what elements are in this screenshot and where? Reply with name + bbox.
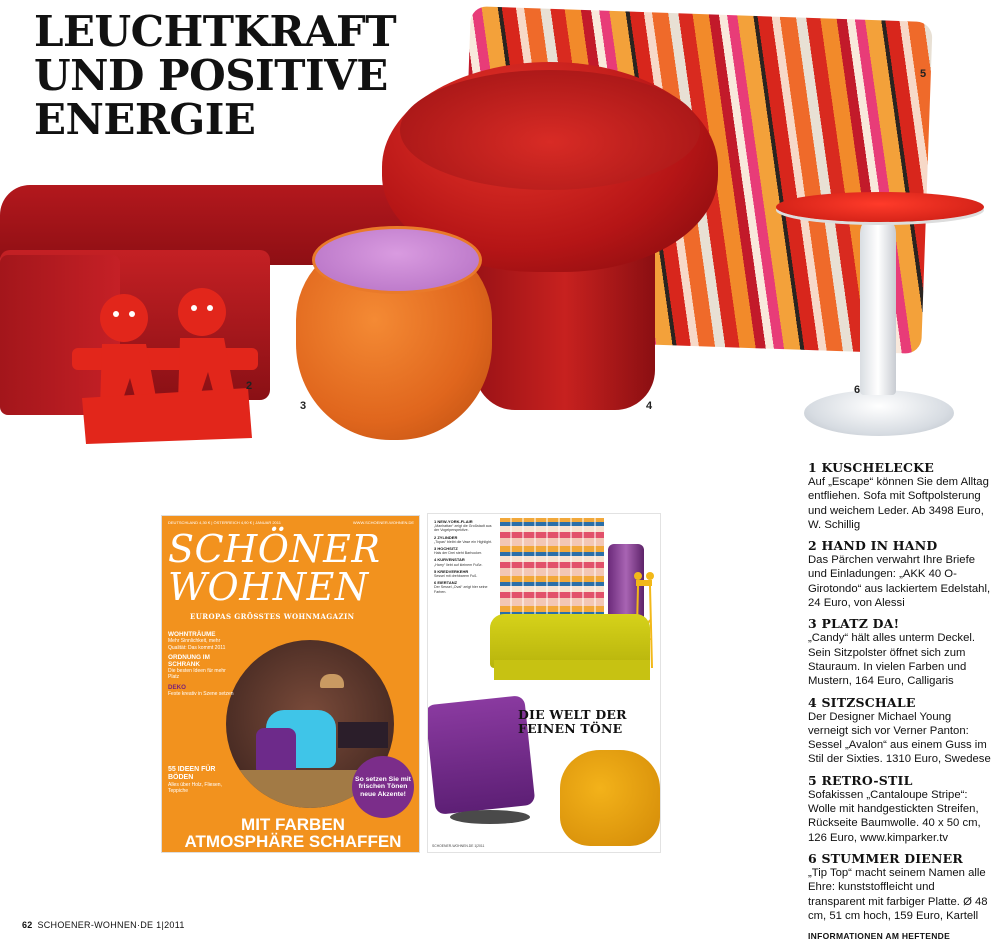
cover-teaser-2-head: ORDNUNG IM SCHRANK (168, 654, 210, 668)
magazine-cover (162, 516, 419, 852)
side-table-leg-image (860, 215, 896, 395)
cover-floor-teaser-head: 55 IDEEN FÜR BÖDEN (168, 766, 216, 781)
cover-teaser-3-body: Feste kreativ in Szene setzen (168, 691, 234, 698)
image-number-5: 5 (920, 68, 927, 80)
cover-masthead (168, 527, 418, 609)
cover-masthead-line-2: WOHNEN (168, 565, 369, 609)
cover-subtitle: EUROPAS GRÖSSTES WOHNMAGAZIN (190, 612, 355, 621)
product-text-5: Sofakissen „Cantaloupe Stripe“: Wolle mit handgestickten Streifen, Rückseite Baumwolle. 40 x 50 cm, 126 Euro, www.kimparker.tv (808, 788, 981, 844)
cover-teaser-1-head: WOHNTRÄUME (168, 631, 216, 638)
headline-line-3: ENERGIE (34, 95, 256, 144)
spread-list-text: Sessel mit drehbarem Fuß. (434, 574, 478, 579)
product-text-1: Auf „Escape“ können Sie dem Alltag entfliehen. Sofa mit Softpolsterung und weichem Leder. Ab 3498 Euro, W. Schillig (808, 476, 989, 531)
cover-cabinet-shape (338, 722, 388, 748)
publication-line: SCHOENER-WOHNEN·DE 1|2011 (37, 920, 185, 930)
spread-list-text: Der Sessel „Oval“ zeigt hier seine Farben. (434, 585, 488, 594)
product-item-4 (808, 695, 993, 767)
product-item-6 (808, 851, 993, 923)
side-table-base-image (804, 390, 954, 436)
product-text-3: „Candy“ hält alles unterm Deckel. Sein Sitzpolster öffnet sich zum Stauraum. In vielen Farben und Mustern, 164 Euro, Calligaris (808, 632, 976, 688)
headline-line-2: UND POSITIVE (34, 51, 388, 100)
cover-teaser-2-body: Die besten Ideen für mehr Platz (168, 668, 226, 681)
page-number: 62 (22, 920, 33, 930)
image-number-4: 4 (646, 400, 653, 412)
spread-chair-base (450, 810, 530, 824)
cover-teaser-3 (168, 685, 238, 698)
pouf-lid-image (312, 226, 482, 294)
couple-figure-image (72, 278, 258, 444)
cover-masthead-line-1: SCHÖNER (168, 527, 381, 571)
product-title-3: 3 PLATZ DA! (808, 616, 900, 632)
product-title-1: 1 KUSCHELECKE (808, 460, 934, 475)
product-description-column (808, 460, 993, 943)
cover-price-line: DEUTSCHLAND 4,30 € | ÖSTERREICH 4,90 € | JANUAR 2011 (168, 520, 281, 525)
product-text-4: Der Designer Michael Young verneigt sich vor Verner Panton: Sessel „Avalon“ aus einem Guss im Stil der Sixties. 1310 Euro, Swedese (808, 710, 991, 766)
spread-list-item (434, 581, 494, 594)
product-item-1 (808, 460, 993, 532)
cover-main-headline-line-2: ATMOSPHÄRE SCHAFFEN (184, 832, 402, 851)
cover-teaser-1-body: Mehr Sinnlichkeit, mehr Qualität: Das kommt 2011 (168, 638, 226, 651)
spread-list-title: 4 KURVENSTAR (434, 557, 465, 563)
spread-list-item (434, 520, 494, 533)
spread-item-list (434, 520, 494, 597)
magazine-spread-preview (428, 514, 660, 852)
product-text-2: Das Pärchen verwahrt Ihre Briefe und Einladungen: „AKK 40 O-Girotondo“ aus lackiertem Edelstahl, 24 Euro, von Alessi (808, 554, 991, 610)
page-headline (34, 7, 397, 144)
product-text-6: „Tip Top“ macht seinem Namen alle Ehre: kunststoffleicht und transparent mit farbiger Platte. Ø 48 cm, 51 cm hoch, 159 Euro, Kartell (808, 866, 988, 922)
spread-sofa-base (494, 660, 650, 680)
spread-yellow-chair (560, 750, 660, 846)
chair-seat-image (400, 70, 700, 190)
spread-list-item (434, 570, 494, 578)
product-title-4: 4 SITZSCHALE (808, 694, 916, 710)
spread-list-item (434, 547, 494, 555)
image-number-2: 2 (246, 380, 253, 392)
image-number-6: 6 (854, 384, 861, 396)
spread-list-title: 3 HOCHSITZ (434, 546, 458, 552)
cover-topline (168, 520, 414, 525)
spread-list-title: 6 EIERTANZ (434, 580, 458, 586)
product-item-5 (808, 773, 993, 845)
cover-main-headline-line-1: MIT FARBEN (241, 815, 345, 834)
cover-teaser-3-head: DEKO (168, 683, 186, 691)
product-item-2 (808, 538, 993, 610)
cover-purple-badge (352, 756, 414, 818)
cover-floor-teaser (168, 766, 238, 794)
product-title-6: 6 STUMMER DIENER (808, 850, 963, 866)
cover-blanket-shape (256, 728, 296, 776)
cover-website: WWW.SCHOENER-WOHNEN.DE (352, 520, 414, 525)
info-footnote: INFORMATIONEN AM HEFTENDE (808, 931, 951, 942)
spread-heading-line-1: DIE WELT DER (518, 707, 627, 722)
headline-line-1: LEUCHTKRAFT (34, 7, 397, 56)
side-table-top-image (776, 192, 984, 222)
product-item-3 (808, 616, 993, 688)
product-title-5: 5 RETRO-STIL (808, 772, 913, 788)
cover-lamp-shape (320, 674, 344, 688)
spread-heading-line-2: FEINEN TÖNE (518, 720, 623, 736)
spread-list-title: 2 ZYLINDER (434, 534, 458, 540)
cover-badge-text: So setzen Sie mit frischen Tönen neue Akzente! (355, 775, 411, 798)
cover-main-headline (168, 816, 418, 850)
product-title-2: 2 HAND IN HAND (808, 538, 938, 554)
spread-footer: SCHOENER-WOHNEN.DE 1|2011 (432, 844, 485, 848)
spread-list-item (434, 558, 494, 566)
cover-teaser-1 (168, 632, 238, 651)
spread-list-text: Hals der Drei steht Barhocker. (434, 551, 482, 556)
cover-floor-teaser-body: Alles über Holz, Fliesen, Teppiche (168, 782, 222, 794)
cover-teaser-2 (168, 655, 238, 681)
page-footer (22, 920, 185, 930)
spread-heading (518, 708, 627, 735)
spread-list-text: „Harry“ liebt auf kleinem Fuße. (434, 562, 483, 567)
spread-list-title: 5 KREDVERKEHR (434, 568, 469, 574)
spread-list-text: „Manhattan“ zeigt die Großstadt aus der Vogelperspektive. (434, 524, 492, 533)
spread-list-title: 1 NEW-YORK-FLAIR (434, 519, 473, 524)
spread-list-item (434, 536, 494, 544)
image-number-3: 3 (300, 400, 307, 412)
cover-teasers (168, 632, 238, 702)
spread-list-text: „Topas“ bleibt die Vase ein Highlight. (434, 539, 493, 544)
